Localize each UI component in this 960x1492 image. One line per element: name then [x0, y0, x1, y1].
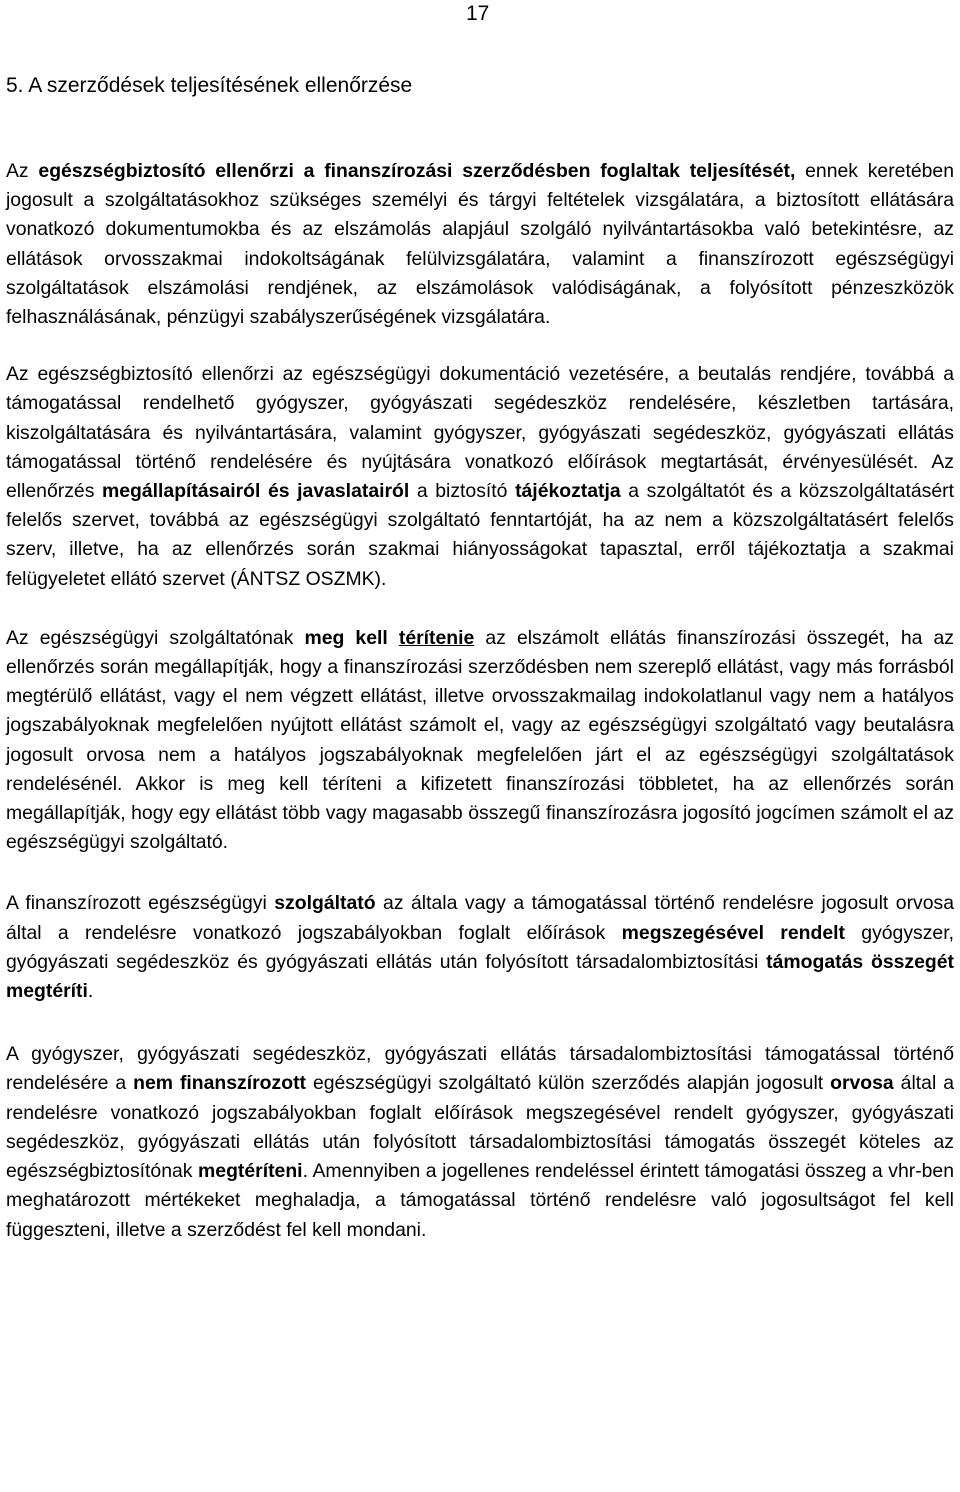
emphasis: támogatás összegét megtéríti — [6, 950, 954, 1003]
text: . — [87, 980, 94, 1003]
text: . Amennyiben a jogellenes rendeléssel érintett támogatási összeg a vhr-ben meghatározott mértékeket meghaladja, a támogatással történő rendelésre való jogosultságot fel kell függeszteni, illetve a szerződést fel kell mondani. — [6, 1160, 955, 1241]
emphasis: nem finanszírozott — [133, 1072, 306, 1095]
text: gyógyszer, gyógyászati segédeszköz és gyógyászati ellátás után folyósított társadalombiztosítási — [6, 921, 954, 973]
text: ennek keretében jogosult a szolgáltatásokhoz szükséges személyi és tárgyi feltételek vizsgálatára, a biztosított ellátására vonatkozó dokumentumokba és az elszámolás alapjául szolgáló nyilvántartásokba való betekintésre, az ellátások orvosszakmai indokoltságának felülvizsgálatára, valamint a finanszírozott egészségügyi szolgáltatások elszámolási rendjének, az elszámolások valódiságának, a folyósított pénzeszközök felhasználásának, pénzügyi szabályszerűségének vizsgálatára. — [6, 160, 954, 329]
emphasis: megtéríteni — [198, 1160, 303, 1183]
text: a biztosító — [409, 480, 516, 503]
emphasis: egészségbiztosító ellenőrzi a finanszírozási szerződésben foglaltak teljesítését, — [38, 160, 796, 182]
text: egészségügyi szolgáltató külön szerződés alapján jogosult — [306, 1072, 831, 1095]
document-body — [6, 157, 954, 1269]
emphasis: megállapításairól és javaslatairól — [101, 480, 410, 503]
paragraph-2 — [6, 360, 954, 594]
emphasis: megszegésével rendelt — [621, 921, 845, 944]
text: az elszámolt ellátás finanszírozási összegét, ha az ellenőrzés során megállapítják, hogy a finanszírozási szerződésben nem szereplő ellátást, vagy más forrásból megtérülő ellátást, vagy el nem végzett ellátást, illetve orvosszakmailag indokolatlanul vagy nem a hatályos jogszabályoknak megfelelően nyújtott ellátást számolt el, vagy az egészségügyi szolgáltató vagy beutalásra jogosult orvosa nem a hatályos jogszabályoknak megfelelően járt el az egészségügyi szolgáltatások rendelésénél. Akkor is meg kell téríteni a kifizetett finanszírozási többletet, ha az ellenőrzés során megállapítják, hogy egy ellátást több vagy magasabb összegű finanszírozásra jogosító jogcímen számolt el az egészségügyi szolgáltató. — [6, 626, 954, 854]
text: Az egészségbiztosító ellenőrzi az egészségügyi dokumentáció vezetésére, a beutalás rendjére, továbbá a támogatással rendelhető gyógyszer, gyógyászati segédeszköz rendelésére, készletben tartására, kiszolgáltatására és nyilvántartására, valamint gyógyszer, gyógyászati segédeszköz, gyógyászati ellátás támogatással történő rendelésére és nyújtására vonatkozó előírások megtartását, érvényesülését. Az ellenőrzés — [6, 363, 954, 503]
text: a szolgáltatót és a közszolgáltatásért felelős szervet, továbbá az egészségügyi szolgáltató fenntartóját, ha az nem a közszolgáltatásért felelős szerv, illetve, ha az ellenőrzés során szakmai hiányosságokat tapasztal, erről tájékoztatja a szakmai felügyeletet ellátó szervet (ÁNTSZ OSZMK). — [6, 480, 954, 590]
text: Az — [6, 160, 39, 182]
text: A gyógyszer, gyógyászati segédeszköz, gyógyászati ellátás társadalombiztosítási támogatással történő rendelésére a — [6, 1043, 954, 1095]
text: által a rendelésre vonatkozó jogszabályokban foglalt előírások megszegésével rendelt gyógyszer, gyógyászati segédeszköz, gyógyászati ellátás után folyósított társadalombiztosítási támogatás összegét köteles az egészségbiztosítónak — [6, 1072, 954, 1183]
emphasis: tájékoztatja — [515, 480, 621, 503]
paragraph-1 — [6, 157, 954, 332]
emphasis: orvosa — [830, 1072, 894, 1095]
emphasis: szolgáltató — [274, 892, 376, 915]
underline: térítenie — [398, 626, 475, 649]
paragraph-5 — [6, 1040, 954, 1244]
paragraph-3 — [6, 624, 954, 858]
page-number: 17 — [466, 2, 490, 25]
emphasis-underlined — [399, 627, 474, 649]
section-title: 5. A szerződések teljesítésének ellenőrzése — [6, 74, 413, 97]
text: Az egészségügyi szolgáltatónak — [6, 626, 305, 649]
text: A finanszírozott egészségügyi — [6, 892, 275, 915]
emphasis: meg kell — [304, 626, 399, 649]
paragraph-4 — [6, 889, 954, 1006]
text: az általa vagy a támogatással történő rendelésre jogosult orvosa által a rendelésre vonatkozó jogszabályokban foglalt előírások — [6, 892, 954, 944]
